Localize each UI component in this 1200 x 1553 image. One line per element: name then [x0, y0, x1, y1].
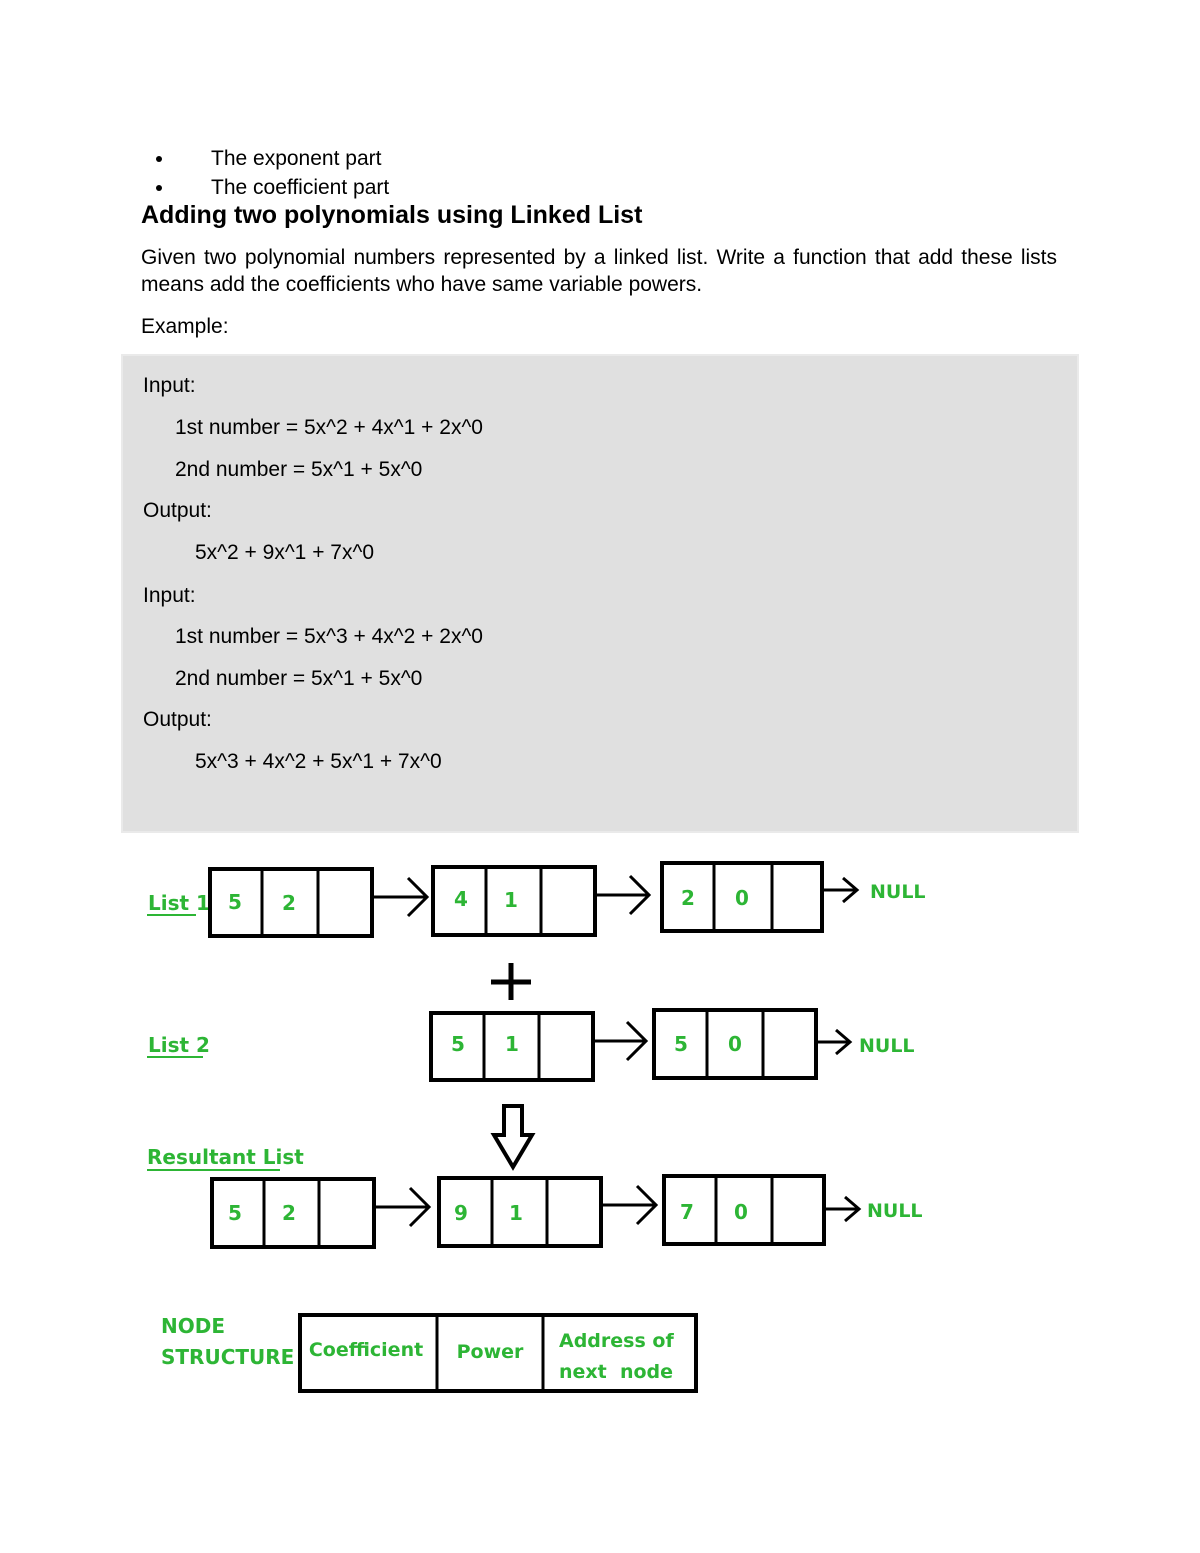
bullet-dot-icon — [156, 156, 162, 162]
result-null: NULL — [867, 1200, 923, 1222]
list2-label-group — [147, 1033, 210, 1057]
list2-node-1 — [431, 1013, 593, 1080]
list1-node-1 — [210, 869, 372, 936]
node-coefficient: 5 — [451, 1032, 465, 1056]
node-structure-box — [300, 1315, 696, 1391]
node-power: 0 — [734, 1200, 748, 1224]
node-coefficient: 7 — [680, 1200, 694, 1224]
node-structure-label-line1: NODE — [161, 1314, 226, 1338]
arrow-icon — [818, 1030, 850, 1054]
result-label-group — [147, 1145, 304, 1170]
node-coefficient: 2 — [681, 886, 695, 910]
field-address-line1: Address of — [559, 1330, 674, 1352]
field-address-line2: next node — [559, 1361, 674, 1383]
linked-list-diagram — [0, 840, 1200, 1420]
result-node-2 — [439, 1178, 601, 1246]
input-line-1b: 2nd number = 5x^1 + 5x^0 — [175, 458, 423, 481]
output-label-1: Output: — [143, 499, 212, 522]
input-line-1a: 1st number = 5x^2 + 4x^1 + 2x^0 — [175, 416, 483, 439]
section-heading: Adding two polynomials using Linked List — [141, 201, 643, 229]
node-power: 0 — [735, 886, 749, 910]
field-coefficient: Coefficient — [308, 1339, 424, 1361]
field-power: Power — [456, 1341, 524, 1363]
result-label: Resultant List — [147, 1145, 304, 1169]
list1-label-group — [147, 891, 210, 915]
input-line-2a: 1st number = 5x^3 + 4x^2 + 2x^0 — [175, 625, 483, 648]
list1-label: List 1 — [148, 891, 210, 915]
arrow-icon — [597, 876, 649, 914]
arrow-icon — [595, 1022, 646, 1060]
input-label-2: Input: — [143, 584, 196, 607]
result-node-1 — [212, 1179, 374, 1247]
node-power: 0 — [728, 1032, 742, 1056]
node-power: 1 — [505, 1032, 519, 1056]
description-paragraph: Given two polynomial numbers represented by a linked list. Write a function that add these lists means add the coefficients who have same variable powers. — [141, 246, 1057, 296]
bullet-dot-icon — [156, 185, 162, 191]
arrow-icon — [824, 878, 857, 902]
node-coefficient: 4 — [454, 887, 468, 911]
list2-node-2 — [654, 1010, 816, 1078]
list1-node-3 — [662, 863, 822, 931]
list2-label: List 2 — [148, 1033, 210, 1057]
list2-null: NULL — [859, 1035, 915, 1057]
node-coefficient: 9 — [454, 1201, 468, 1225]
node-coefficient: 5 — [674, 1032, 688, 1056]
example-label: Example: — [141, 315, 229, 338]
node-power: 1 — [504, 888, 518, 912]
arrow-icon — [826, 1197, 859, 1221]
node-coefficient: 5 — [228, 890, 242, 914]
list1-node-2 — [433, 867, 595, 935]
node-power: 2 — [282, 891, 296, 915]
output-line-1: 5x^2 + 9x^1 + 7x^0 — [195, 541, 375, 564]
node-power: 2 — [282, 1201, 296, 1225]
list1-null: NULL — [870, 881, 926, 903]
input-line-2b: 2nd number = 5x^1 + 5x^0 — [175, 667, 423, 690]
down-arrow-icon — [494, 1106, 532, 1167]
bullet-item: The coefficient part — [150, 173, 389, 202]
node-power: 1 — [509, 1201, 523, 1225]
output-line-2: 5x^3 + 4x^2 + 5x^1 + 7x^0 — [195, 750, 442, 773]
node-coefficient: 5 — [228, 1201, 242, 1225]
plus-icon — [491, 963, 531, 1000]
arrow-icon — [603, 1186, 656, 1224]
output-label-2: Output: — [143, 708, 212, 731]
result-node-3 — [664, 1176, 824, 1244]
bullet-list — [150, 144, 389, 202]
arrow-icon — [374, 878, 427, 916]
arrow-icon — [376, 1188, 429, 1226]
example-code-box — [121, 354, 1079, 833]
input-label-1: Input: — [143, 374, 196, 397]
bullet-item: The exponent part — [150, 144, 389, 173]
node-structure-label-line2: STRUCTURE — [161, 1345, 295, 1369]
